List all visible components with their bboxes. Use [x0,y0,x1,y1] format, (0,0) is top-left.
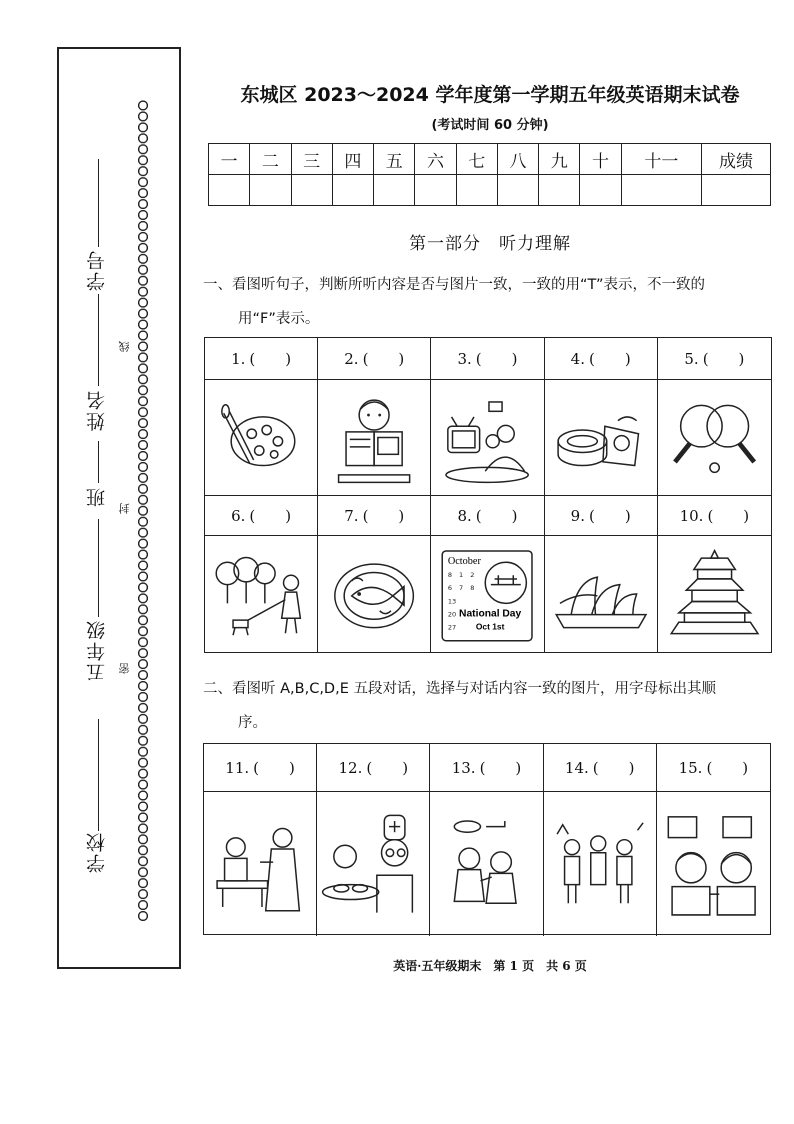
seal-hint-xian: 线 [118,339,131,352]
score-col-header: 二 [250,144,291,175]
answer-blank[interactable]: ( ) [479,759,522,777]
question-number: 3. [457,349,472,368]
answer-label-14[interactable] [544,744,657,792]
fish-dish-icon [318,536,430,652]
answer-label-4[interactable] [545,338,658,380]
name-blank-start [98,441,99,483]
school-blank [98,719,99,831]
friends-meeting-picture [430,792,543,936]
question-number: 10. [679,506,704,525]
answer-label-1[interactable] [205,338,318,380]
kids-talking-picture [657,792,770,936]
walking-dog-park-picture [205,536,318,652]
score-col-header: 五 [374,144,415,175]
answer-label-15[interactable] [657,744,770,792]
answer-blank[interactable]: ( ) [249,350,292,368]
part2-instruction-line1: 二、看图听 A,B,C,D,E 五段对话，选择与对话内容一致的图片，用字母标出其顺 [203,681,716,697]
restaurant-waiter-picture [204,792,317,936]
answer-label-2[interactable] [318,338,431,380]
score-blank-cell[interactable] [702,175,771,206]
name-blank [98,294,99,386]
part2-instruction-line2: 序。 [238,715,267,731]
question-number: 15. [678,758,703,777]
score-blank-cell[interactable] [415,175,456,206]
answer-label-5[interactable] [658,338,771,380]
page-footer: 英语·五年级期末 第 1 页 共 6 页 [393,959,587,973]
calendar-holiday-text: National Day [459,608,522,620]
student-id-blank [98,159,99,247]
binding-strip [57,47,181,969]
score-blank-cell[interactable] [539,175,580,206]
svg-text:7: 7 [459,584,464,593]
answer-label-3[interactable] [431,338,544,380]
score-blank-cell[interactable] [250,175,291,206]
sydney-opera-house-icon [545,536,657,652]
walking-dog-park-icon [205,536,317,652]
answer-blank[interactable]: ( ) [362,350,405,368]
question-number: 9. [570,506,585,525]
mooncakes-icon [545,380,657,495]
score-col-header: 七 [456,144,497,175]
question-number: 8. [457,506,472,525]
svg-text:2: 2 [470,571,475,580]
score-col-header: 九 [539,144,580,175]
boy-reading-icon [318,380,430,495]
school-label: 学校 [86,831,108,873]
answer-label-8[interactable] [431,496,544,536]
score-blank-cell[interactable] [374,175,415,206]
exam-duration: (考试时间 60 分钟) [431,118,549,133]
answer-label-13[interactable] [430,744,543,792]
score-blank-cell[interactable] [497,175,538,206]
friends-meeting-icon [430,792,542,936]
chef-meal-icon [317,792,429,936]
score-col-header: 四 [332,144,373,175]
exam-title: 东城区 2023～2024 学年度第一学期五年级英语期末试卷 [240,84,740,106]
answer-blank[interactable]: ( ) [702,350,745,368]
question-number: 13. [451,758,476,777]
answer-label-10[interactable] [658,496,771,536]
answer-blank[interactable]: ( ) [249,507,292,525]
question-number: 7. [344,506,359,525]
question-number: 12. [338,758,363,777]
answer-label-7[interactable] [318,496,431,536]
score-col-header: 三 [291,144,332,175]
svg-text:1: 1 [459,571,464,580]
score-col-header: 成绩 [702,144,771,175]
question-number: 11. [225,758,250,777]
part1-instruction-line1: 一、看图听句子，判断所听内容是否与图片一致，一致的用“T”表示，不一致的 [203,277,706,293]
svg-text:13: 13 [448,597,457,606]
answer-blank[interactable]: ( ) [707,507,750,525]
section-title: 第一部分 听力理解 [409,234,571,254]
svg-text:8: 8 [470,584,475,593]
score-blank-cell[interactable] [456,175,497,206]
score-col-header: 八 [497,144,538,175]
restaurant-waiter-icon [204,792,316,936]
chef-meal-picture [317,792,430,936]
svg-text:20: 20 [448,610,457,619]
answer-label-12[interactable] [317,744,430,792]
national-day-calendar-picture [431,536,544,652]
seal-hint-mi: 密 [118,661,131,674]
answer-blank[interactable]: ( ) [362,507,405,525]
family-watching-tv-picture [431,380,544,496]
svg-text:8: 8 [448,571,453,580]
answer-blank[interactable]: ( ) [588,350,631,368]
temple-of-heaven-picture [658,536,771,652]
part2-picture-grid [203,743,771,935]
fish-dish-picture [318,536,431,652]
question-number: 14. [564,758,589,777]
temple-of-heaven-icon [658,536,771,652]
ping-pong-paddles-icon [658,380,771,495]
answer-blank[interactable]: ( ) [475,350,518,368]
mooncakes-picture [545,380,658,496]
score-col-header: 一 [209,144,250,175]
part1-picture-grid [204,337,772,653]
seal-dotted-line [135,100,151,922]
sydney-opera-house-picture [545,536,658,652]
score-col-header: 六 [415,144,456,175]
score-table [208,143,771,206]
calendar-date-text: Oct 1st [476,621,505,632]
score-blank-cell[interactable] [621,175,701,206]
score-col-header: 十一 [621,144,701,175]
class-label: 班 [86,486,108,507]
national-day-calendar-icon [431,536,543,652]
ping-pong-paddles-picture [658,380,771,496]
question-number: 2. [344,349,359,368]
calendar-month-text: October [448,556,482,568]
crowd-celebration-picture [544,792,657,936]
score-col-header: 十 [580,144,621,175]
answer-blank[interactable]: ( ) [592,759,635,777]
answer-blank[interactable]: ( ) [475,507,518,525]
family-watching-tv-icon [431,380,543,495]
answer-label-9[interactable] [545,496,658,536]
part1-instruction-line2: 用“F”表示。 [238,311,320,327]
answer-label-11[interactable] [204,744,317,792]
name-label: 姓名 [86,389,108,431]
score-blank-cell[interactable] [209,175,250,206]
score-blank-cell[interactable] [291,175,332,206]
question-number: 1. [231,349,246,368]
question-number: 6. [231,506,246,525]
score-blank-cell[interactable] [580,175,621,206]
grade-label: 五年级 [86,619,108,682]
score-blank-cell[interactable] [332,175,373,206]
answer-label-6[interactable] [205,496,318,536]
answer-blank[interactable]: ( ) [706,759,749,777]
answer-blank[interactable]: ( ) [366,759,409,777]
painting-palette-icon [205,380,317,495]
svg-text:27: 27 [448,623,457,632]
svg-text:6: 6 [448,584,453,593]
class-blank [98,519,99,617]
painting-palette-picture [205,380,318,496]
answer-blank[interactable]: ( ) [253,759,295,777]
question-number: 4. [570,349,585,368]
question-number: 5. [684,349,699,368]
answer-blank[interactable]: ( ) [588,507,631,525]
kids-talking-icon [657,792,770,936]
boy-reading-picture [318,380,431,496]
crowd-celebration-icon [544,792,656,936]
student-id-label: 学号 [86,249,108,291]
seal-hint-feng: 封 [118,501,131,514]
